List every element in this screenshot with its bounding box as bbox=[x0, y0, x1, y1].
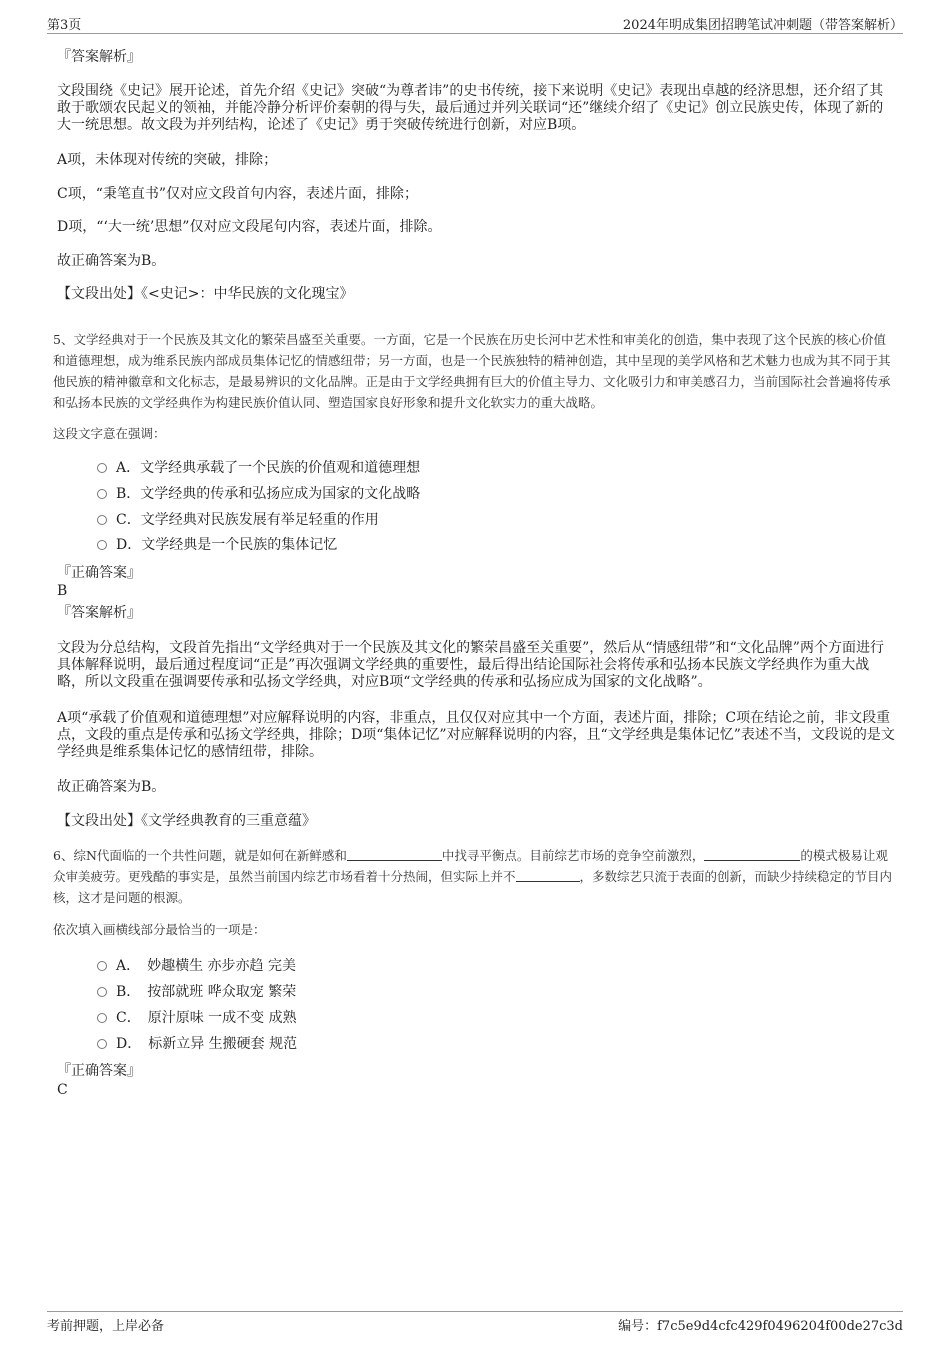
answer-label: 『正确答案』 bbox=[57, 1063, 141, 1079]
option-a-analysis: A项，未体现对传统的突破，排除； bbox=[57, 152, 278, 168]
analysis-label: 『答案解析』 bbox=[57, 605, 141, 621]
radio-icon[interactable] bbox=[97, 463, 107, 473]
fill-blank-2 bbox=[704, 848, 800, 861]
fill-blank-1 bbox=[347, 848, 442, 861]
q6-option-b[interactable]: B． 按部就班 哗众取宠 繁荣 bbox=[97, 982, 296, 1002]
q5-option-a[interactable]: A．文学经典承载了一个民族的价值观和道德理想 bbox=[97, 458, 420, 478]
radio-icon[interactable] bbox=[97, 489, 107, 499]
radio-icon[interactable] bbox=[97, 961, 107, 971]
q5-option-d[interactable]: D．文学经典是一个民族的集体记忆 bbox=[97, 535, 337, 555]
answer-label: 『正确答案』 bbox=[57, 565, 141, 581]
page-footer bbox=[47, 1311, 903, 1334]
radio-icon[interactable] bbox=[97, 515, 107, 525]
conclusion: 故正确答案为B。 bbox=[57, 253, 166, 269]
question-6-text: 6、综N代面临的一个共性问题，就是如何在新鲜感和 中找寻平衡点。目前综艺市场的竞争空前激烈， 的模式极易让观众审美疲劳。更残酷的事实是，虽然当前国内综艺市场看着十分热闹，但实际上并不 ，多数综艺只流于表面的创新，而缺少持续稳定的节目内核，这才是问题的根源。 bbox=[53, 848, 893, 905]
radio-icon[interactable] bbox=[97, 540, 107, 550]
radio-icon[interactable] bbox=[97, 987, 107, 997]
q6-option-a[interactable]: A． 妙趣横生 亦步亦趋 完美 bbox=[97, 956, 296, 976]
option-d-analysis: D项，“‘大一统’思想”仅对应文段尾句内容，表述片面，排除。 bbox=[57, 219, 442, 235]
q6-option-d[interactable]: D． 标新立异 生搬硬套 规范 bbox=[97, 1034, 297, 1054]
radio-icon[interactable] bbox=[97, 1013, 107, 1023]
page-header bbox=[47, 14, 903, 34]
source: 【文段出处】《<史记>：中华民族的文化瑰宝》 bbox=[57, 286, 354, 302]
analysis-label: 『答案解析』 bbox=[57, 49, 141, 65]
answer: C bbox=[57, 1082, 68, 1098]
question-6-prompt: 依次填入画横线部分最恰当的一项是： bbox=[53, 922, 266, 937]
analysis-paragraph: A项“承载了价值观和道德理想”对应解释说明的内容，非重点，且仅仅对应其中一个方面，表述片面，排除；C项在结论之前，非文段重点，文段的重点是传承和弘扬文学经典，排除；D项“集体记忆”对应解释说明的内容，且“文学经典是集体记忆”表述不当，文段说的是文学经典是维系集体记忆的感情纽带，排除。 bbox=[57, 710, 895, 760]
question-5-text: 5、文学经典对于一个民族及其文化的繁荣昌盛至关重要。一方面，它是一个民族在历史长河中艺术性和审美化的创造，集中表现了这个民族的核心价值和道德理想，成为维系民族内部成员集体记忆的情感纽带；另一方面，也是一个民族独特的精神创造，其中呈现的美学风格和艺术魅力也成为其不同于其他民族的精神徽章和文化标志，是最易辨识的文化品牌。正是由于文学经典拥有巨大的价值主导力、文化吸引力和审美感召力，当前国际社会普遍将传承和弘扬本民族的文学经典作为构建民族价值认同、塑造国家良好形象和提升文化软实力的重大战略。 bbox=[53, 332, 891, 410]
conclusion: 故正确答案为B。 bbox=[57, 779, 166, 795]
source: 【文段出处】《文学经典教育的三重意蕴》 bbox=[57, 813, 316, 829]
question-5-prompt: 这段文字意在强调： bbox=[53, 426, 166, 441]
fill-blank-3 bbox=[516, 869, 580, 882]
footer-slogan: 考前押题，上岸必备 bbox=[47, 1319, 165, 1334]
analysis-paragraph: 文段围绕《史记》展开论述，首先介绍《史记》突破“为尊者讳”的史书传统，接下来说明《史记》表现出卓越的经济思想，还介绍了其敢于歌颂农民起义的领袖，并能冷静分析评价秦朝的得与失，最后通过并列关联词“还”继续介绍了《史记》创立民族史传，体现了新的大一统思想。故文段为并列结构，论述了《史记》勇于突破传统进行创新，对应B项。 bbox=[57, 83, 884, 133]
answer: B bbox=[57, 583, 68, 599]
radio-icon[interactable] bbox=[97, 1039, 107, 1049]
page-number: 第3页 bbox=[47, 18, 82, 33]
q5-option-b[interactable]: B．文学经典的传承和弘扬应成为国家的文化战略 bbox=[97, 484, 420, 504]
analysis-paragraph: 文段为分总结构，文段首先指出“文学经典对于一个民族及其文化的繁荣昌盛至关重要”，然后从“情感纽带”和“文化品牌”两个方面进行具体解释说明，最后通过程度词“正是”再次强调文学经典的重要性，最后得出结论国际社会将传承和弘扬本民族文学经典作为重大战略，所以文段重在强调要传承和弘扬文学经典，对应B项“文学经典的传承和弘扬应成为国家的文化战略”。 bbox=[57, 640, 884, 690]
q6-option-c[interactable]: C． 原汁原味 一成不变 成熟 bbox=[97, 1008, 297, 1028]
option-c-analysis: C项，“秉笔直书”仅对应文段首句内容，表述片面，排除； bbox=[57, 186, 419, 202]
document-title: 2024年明成集团招聘笔试冲刺题（带答案解析） bbox=[622, 18, 903, 33]
document-id: 编号：f7c5e9d4cfc429f0496204f00de27c3d bbox=[618, 1319, 903, 1334]
q5-option-c[interactable]: C．文学经典对民族发展有举足轻重的作用 bbox=[97, 510, 379, 530]
